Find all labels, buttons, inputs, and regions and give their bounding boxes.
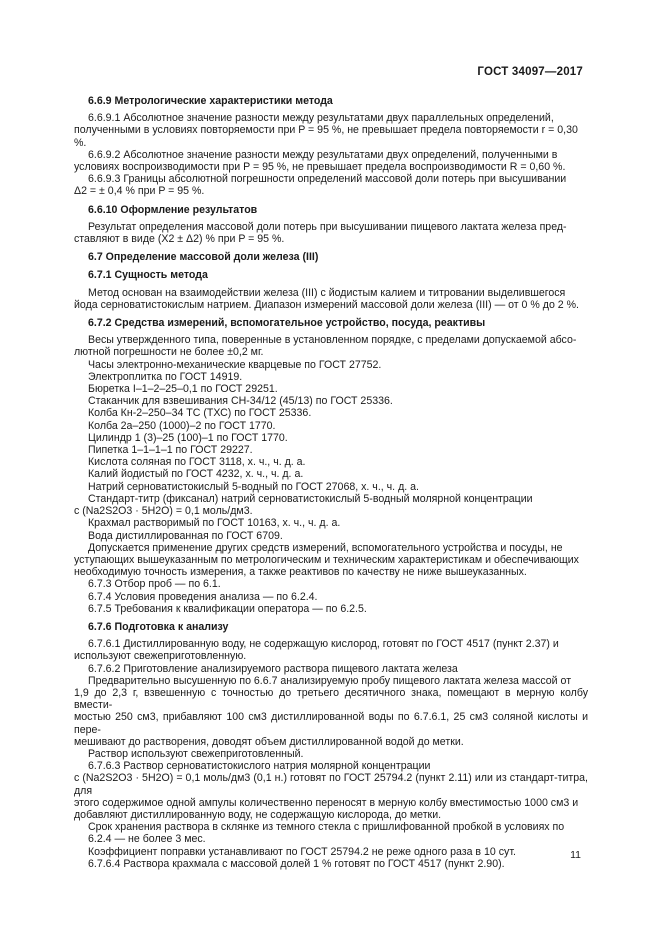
section-heading-6-6-10: 6.6.10 Оформление результатов — [88, 203, 258, 216]
list-item: Стаканчик для взвешивания СН-34/12 (45/13) по ГОСТ 25336. — [88, 395, 393, 408]
text-line: c (Na2S2O3 · 5H2O) = 0,1 моль/дм3. — [74, 505, 253, 518]
text-line: 6.6.9.1 Абсолютное значение разности между результатами двух параллельных определений, — [88, 112, 554, 125]
text-line: уступающих вышеуказанным по метрологическим и техническим характеристикам и обеспечивающих — [74, 553, 579, 566]
text-line: 6.6.9.2 Абсолютное значение разности между результатами двух определений, полученными в — [88, 148, 558, 161]
section-heading-6-7-2: 6.7.2 Средства измерений, вспомогательное устройство, посуда, реактивы — [88, 317, 486, 330]
text-line: 6.7.6.1 Дистиллированную воду, не содержащую кислород, готовят по ГОСТ 4517 (пункт 2.37) и — [88, 638, 559, 651]
text-line: мостью 250 см3, прибавляют 100 см3 дистиллированной воды по 6.7.6.1, 25 см3 соляной кислоты и пере- — [74, 711, 588, 736]
list-item: Бюретка I–1–2–25–0,1 по ГОСТ 29251. — [88, 383, 278, 396]
list-item: Цилиндр 1 (3)–25 (100)–1 по ГОСТ 1770. — [88, 431, 288, 444]
list-item: Крахмал растворимый по ГОСТ 10163, х. ч., ч. д. а. — [88, 517, 341, 530]
list-item: Колба Кн-2–250–34 ТС (ТХС) по ГОСТ 25336. — [88, 407, 312, 420]
list-item: Колба 2а–250 (1000)–2 по ГОСТ 1770. — [88, 419, 276, 432]
text-line: лютной погрешности не более ±0,2 мг. — [74, 346, 264, 359]
text-line: этого содержимое одной ампулы количественно переносят в мерную колбу вместимостью 1000 см3 и — [74, 796, 579, 809]
page-number: 11 — [570, 849, 581, 861]
text-line: мешивают до растворения, доводят объем дистиллированной водой до метки. — [74, 735, 464, 748]
text-line: Метод основан на взаимодействии железа (III) с йодистым калием и титровании выделившегося — [88, 286, 566, 299]
section-heading-6-7-6: 6.7.6 Подготовка к анализу — [88, 620, 229, 633]
list-item: Кислота соляная по ГОСТ 3118, х. ч., ч. д. а. — [88, 456, 306, 469]
list-item: Натрий серноватистокислый 5-водный по ГОСТ 27068, х. ч., ч. д. а. — [88, 480, 419, 493]
section-heading-6-7: 6.7 Определение массовой доли железа (III) — [88, 251, 319, 264]
text-line: йода серноватистокислым натрием. Диапазон измерений массовой доли железа (III) — от 0 % до 2 %. — [74, 298, 579, 311]
text-line: Срок хранения раствора в склянке из темного стекла с пришлифованной пробкой в условиях по — [88, 821, 565, 834]
text-line: 1,9 до 2,3 г, взвешенную с точностью до третьего десятичного знака, помещают в мерную колбу вмести- — [74, 686, 588, 712]
text-line: 6.7.3 Отбор проб — по 6.1. — [88, 578, 221, 591]
standard-code: ГОСТ 34097—2017 — [477, 66, 583, 78]
text-line: Коэффициент поправки устанавливают по ГОСТ 25794.2 не реже одного раза в 10 сут. — [88, 845, 516, 858]
list-item: Часы электронно-механические кварцевые по ГОСТ 27752. — [88, 358, 382, 371]
section-heading-6-6-9: 6.6.9 Метрологические характеристики метода — [88, 95, 333, 107]
text-line: условиях воспроизводимости при P = 95 %, не превышает предела воспроизводимости R = 0,60 %. — [74, 161, 566, 174]
text-line: необходимую точность измерения, а также реактивов по качеству не ниже вышеуказанных. — [74, 566, 527, 579]
section-heading-6-7-1: 6.7.1 Сущность метода — [88, 269, 208, 282]
document-body — [74, 95, 588, 870]
text-line: Весы утвержденного типа, поверенные в установленном порядке, с пределами допускаемой абсо- — [88, 334, 577, 347]
text-line: Δ2 = ± 0,4 % при P = 95 %. — [74, 185, 205, 198]
text-line: Предварительно высушенную по 6.6.7 анализируемую пробу пищевого лактата железа массой от — [88, 674, 572, 687]
text-line: Допускается применение других средств измерений, вспомогательного устройства и посуды, не — [88, 541, 563, 554]
text-line: Стандарт-титр (фиксанал) натрий серноватистокислый 5-водный молярной концентрации — [88, 492, 533, 505]
list-item: Электроплитка по ГОСТ 14919. — [88, 370, 243, 383]
list-item: Калий йодистый по ГОСТ 4232, х. ч., ч. д. а. — [88, 468, 304, 481]
text-line: 6.7.6.3 Раствор серноватистокислого натрия молярной концентрации — [88, 760, 431, 773]
text-line: ставляют в виде (X2 ± Δ2) % при P = 95 %. — [74, 233, 285, 246]
list-item: Вода дистиллированная по ГОСТ 6709. — [88, 529, 283, 542]
text-line: c (Na2S2O3 · 5H2O) = 0,1 моль/дм3 (0,1 н.) готовят по ГОСТ 25794.2 (пункт 2.11) или из стандарт-титра, для — [74, 772, 588, 797]
text-line: используют свежеприготовленную. — [74, 650, 247, 663]
text-line: 6.7.4 Условия проведения анализа — по 6.2.4. — [88, 590, 318, 603]
text-line: 6.7.6.2 Приготовление анализируемого раствора пищевого лактата железа — [88, 662, 458, 675]
text-line: полученными в условиях повторяемости при P = 95 %, не превышает предела повторяемости r = 0,30 %. — [74, 124, 578, 149]
list-item: Пипетка 1–1–1–1 по ГОСТ 29227. — [88, 444, 253, 457]
text-line: добавляют дистиллированную воду, не содержащую кислорода, до метки. — [74, 808, 442, 821]
text-line: Результат определения массовой доли потерь при высушивании пищевого лактата железа пред- — [88, 220, 567, 233]
text-line: 6.7.5 Требования к квалификации оператора — по 6.2.5. — [88, 602, 367, 615]
text-line: 6.6.9.3 Границы абсолютной погрешности определений массовой доли потерь при высушивании — [88, 173, 567, 186]
text-line: 6.2.4 — не более 3 мес. — [88, 833, 206, 846]
text-line: Раствор используют свежеприготовленный. — [88, 747, 304, 760]
text-line: 6.7.6.4 Раствора крахмала с массовой долей 1 % готовят по ГОСТ 4517 (пункт 2.90). — [88, 857, 505, 870]
